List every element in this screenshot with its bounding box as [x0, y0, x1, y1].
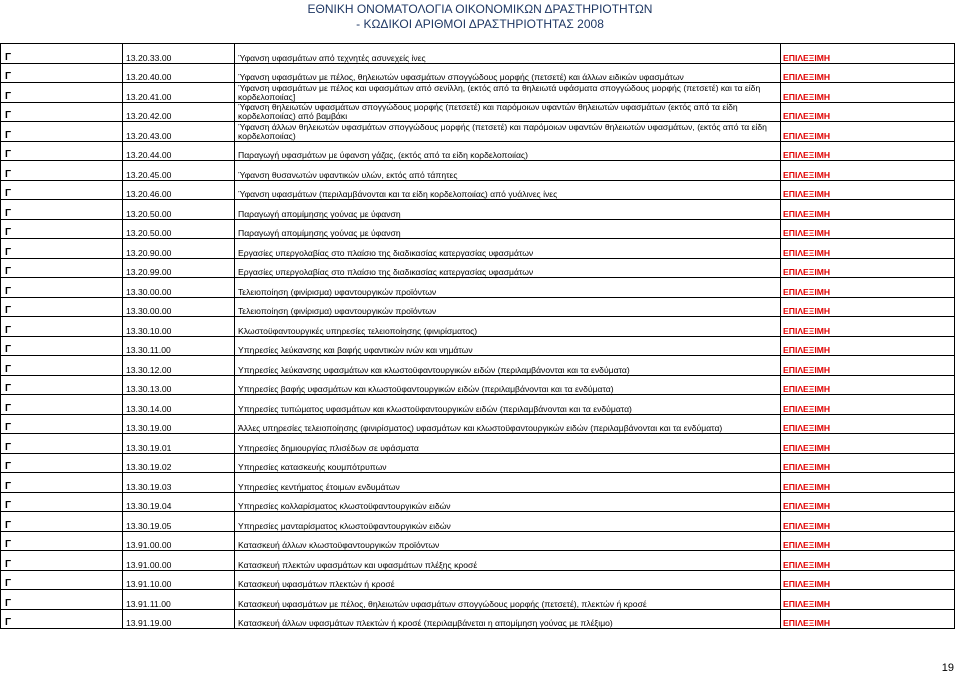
- header-title: ΕΘΝΙΚΗ ΟΝΟΜΑΤΟΛΟΓΙΑ ΟΙΚΟΝΟΜΙΚΩΝ ΔΡΑΣΤΗΡΙΟΤΗΤΩΝ: [307, 2, 653, 16]
- code-cell: 13.30.12.00: [123, 356, 235, 376]
- description-cell: Παραγωγή απομίμησης γούνας με ύφανση: [235, 219, 781, 239]
- status-cell: ΕΠΙΛΕΞΙΜΗ: [781, 258, 955, 278]
- table-row: [1, 395, 955, 415]
- table-row: [1, 317, 955, 337]
- code-cell: 13.20.90.00: [123, 239, 235, 259]
- table-row: [1, 414, 955, 434]
- code-cell: 13.30.19.00: [123, 414, 235, 434]
- status-cell: ΕΠΙΛΕΞΙΜΗ: [781, 63, 955, 83]
- code-cell: 13.20.40.00: [123, 63, 235, 83]
- section-cell: Γ: [1, 297, 123, 317]
- code-cell: 13.30.13.00: [123, 375, 235, 395]
- section-cell: Γ: [1, 512, 123, 532]
- section-cell: Γ: [1, 414, 123, 434]
- section-cell: Γ: [1, 434, 123, 454]
- section-cell: Γ: [1, 317, 123, 337]
- section-cell: Γ: [1, 590, 123, 610]
- section-cell: Γ: [1, 531, 123, 551]
- section-cell: Γ: [1, 258, 123, 278]
- code-cell: 13.20.45.00: [123, 161, 235, 181]
- section-cell: Γ: [1, 609, 123, 629]
- table-row: [1, 492, 955, 512]
- description-cell: Τελειοποίηση (φινίρισμα) υφαντουργικών προϊόντων: [235, 278, 781, 298]
- table-row: [1, 180, 955, 200]
- description-cell: Υπηρεσίες λεύκανσης και βαφής υφαντικών ινών και νημάτων: [235, 336, 781, 356]
- description-cell: Παραγωγή απομίμησης γούνας με ύφανση: [235, 200, 781, 220]
- code-cell: 13.20.33.00: [123, 44, 235, 64]
- header-subtitle: - ΚΩΔΙΚΟΙ ΑΡΙΘΜΟΙ ΔΡΑΣΤΗΡΙΟΤΗΤΑΣ 2008: [356, 17, 604, 31]
- code-cell: 13.30.19.05: [123, 512, 235, 532]
- status-cell: ΕΠΙΛΕΞΙΜΗ: [781, 395, 955, 415]
- table-row: [1, 453, 955, 473]
- table-row: [1, 434, 955, 454]
- status-cell: ΕΠΙΛΕΞΙΜΗ: [781, 434, 955, 454]
- code-cell: 13.20.50.00: [123, 200, 235, 220]
- status-cell: ΕΠΙΛΕΞΙΜΗ: [781, 512, 955, 532]
- section-cell: Γ: [1, 141, 123, 161]
- table-row: [1, 531, 955, 551]
- status-cell: ΕΠΙΛΕΞΙΜΗ: [781, 414, 955, 434]
- code-cell: 13.30.19.03: [123, 473, 235, 493]
- code-cell: 13.20.41.00: [123, 83, 235, 103]
- code-cell: 13.20.43.00: [123, 122, 235, 142]
- code-cell: 13.30.11.00: [123, 336, 235, 356]
- table-row: [1, 200, 955, 220]
- table-row: [1, 83, 955, 103]
- code-cell: 13.30.14.00: [123, 395, 235, 415]
- code-cell: 13.20.46.00: [123, 180, 235, 200]
- status-cell: ΕΠΙΛΕΞΙΜΗ: [781, 141, 955, 161]
- status-cell: ΕΠΙΛΕΞΙΜΗ: [781, 122, 955, 142]
- status-cell: ΕΠΙΛΕΞΙΜΗ: [781, 375, 955, 395]
- code-cell: 13.30.19.04: [123, 492, 235, 512]
- status-cell: ΕΠΙΛΕΞΙΜΗ: [781, 609, 955, 629]
- section-cell: Γ: [1, 492, 123, 512]
- status-cell: ΕΠΙΛΕΞΙΜΗ: [781, 531, 955, 551]
- section-cell: Γ: [1, 122, 123, 142]
- table-row: [1, 161, 955, 181]
- table-row: [1, 609, 955, 629]
- section-cell: Γ: [1, 356, 123, 376]
- table-row: [1, 551, 955, 571]
- section-cell: Γ: [1, 395, 123, 415]
- section-cell: Γ: [1, 278, 123, 298]
- table-row: [1, 590, 955, 610]
- section-cell: Γ: [1, 453, 123, 473]
- section-cell: Γ: [1, 161, 123, 181]
- status-cell: ΕΠΙΛΕΞΙΜΗ: [781, 83, 955, 103]
- section-cell: Γ: [1, 239, 123, 259]
- code-cell: 13.91.00.00: [123, 551, 235, 571]
- code-cell: 13.30.00.00: [123, 297, 235, 317]
- section-cell: Γ: [1, 200, 123, 220]
- status-cell: ΕΠΙΛΕΞΙΜΗ: [781, 180, 955, 200]
- status-cell: ΕΠΙΛΕΞΙΜΗ: [781, 44, 955, 64]
- table-row: [1, 278, 955, 298]
- activity-codes-table: [0, 43, 955, 629]
- description-cell: Τελειοποίηση (φινίρισμα) υφαντουργικών προϊόντων: [235, 297, 781, 317]
- status-cell: ΕΠΙΛΕΞΙΜΗ: [781, 239, 955, 259]
- table-row: [1, 356, 955, 376]
- description-cell: Κατασκευή άλλων κλωστοϋφαντουργικών προϊόντων: [235, 531, 781, 551]
- description-cell: Ύφανση υφασμάτων με πέλος και υφασμάτων από σενίλλη, (εκτός από τα θηλειωτά υφάσματα σπογγώδους μορφής (πετσετέ) και τα είδη κορδελοποιίας]: [235, 83, 781, 103]
- section-cell: Γ: [1, 102, 123, 122]
- code-cell: 13.91.10.00: [123, 570, 235, 590]
- description-cell: Υπηρεσίες κεντήματος έτοιμων ενδυμάτων: [235, 473, 781, 493]
- section-cell: Γ: [1, 336, 123, 356]
- table-row: [1, 219, 955, 239]
- code-cell: 13.20.44.00: [123, 141, 235, 161]
- table-row: [1, 473, 955, 493]
- description-cell: Ύφανση θηλειωτών υφασμάτων σπογγώδους μορφής (πετσετέ) και παρόμοιων υφαντών θηλειωτών υφασμάτων (εκτός από τα είδη κορδελοποιίας) από βαμβάκι: [235, 102, 781, 122]
- code-cell: 13.20.50.00: [123, 219, 235, 239]
- section-cell: Γ: [1, 219, 123, 239]
- description-cell: Εργασίες υπεργολαβίας στο πλαίσιο της διαδικασίας κατεργασίας υφασμάτων: [235, 258, 781, 278]
- code-cell: 13.20.42.00: [123, 102, 235, 122]
- description-cell: Κλωστοϋφαντουργικές υπηρεσίες τελειοποίησης (φινιρίσματος): [235, 317, 781, 337]
- section-cell: Γ: [1, 44, 123, 64]
- description-cell: Ύφανση υφασμάτων από τεχνητές ασυνεχείς ίνες: [235, 44, 781, 64]
- description-cell: Ύφανση άλλων θηλειωτών υφασμάτων σπογγώδους μορφής (πετσετέ) και παρόμοιων υφαντών θηλειωτών υφασμάτων, (εκτός από τα είδη κορδελοποιίας): [235, 122, 781, 142]
- description-cell: Ύφανση θυσανωτών υφαντικών υλών, εκτός από τάπητες: [235, 161, 781, 181]
- description-cell: Υπηρεσίες τυπώματος υφασμάτων και κλωστοϋφαντουργικών ειδών (περιλαμβάνονται και τα ενδύματα): [235, 395, 781, 415]
- description-cell: Ύφανση υφασμάτων με πέλος, θηλειωτών υφασμάτων σπογγώδους μορφής (πετσετέ) και άλλων ειδικών υφασμάτων: [235, 63, 781, 83]
- section-cell: Γ: [1, 63, 123, 83]
- status-cell: ΕΠΙΛΕΞΙΜΗ: [781, 278, 955, 298]
- description-cell: Υπηρεσίες λεύκανσης υφασμάτων και κλωστοϋφαντουργικών ειδών (περιλαμβάνονται και τα ενδύματα): [235, 356, 781, 376]
- table-row: [1, 122, 955, 142]
- description-cell: Εργασίες υπεργολαβίας στο πλαίσιο της διαδικασίας κατεργασίας υφασμάτων: [235, 239, 781, 259]
- description-cell: Υπηρεσίες κατασκευής κουμπότρυπων: [235, 453, 781, 473]
- section-cell: Γ: [1, 551, 123, 571]
- code-cell: 13.30.19.01: [123, 434, 235, 454]
- code-cell: 13.30.10.00: [123, 317, 235, 337]
- status-cell: ΕΠΙΛΕΞΙΜΗ: [781, 492, 955, 512]
- table-row: [1, 336, 955, 356]
- section-cell: Γ: [1, 375, 123, 395]
- code-cell: 13.20.99.00: [123, 258, 235, 278]
- status-cell: ΕΠΙΛΕΞΙΜΗ: [781, 161, 955, 181]
- description-cell: Υπηρεσίες βαφής υφασμάτων και κλωστοϋφαντουργικών ειδών (περιλαμβάνονται και τα ενδύματα): [235, 375, 781, 395]
- table-row: [1, 239, 955, 259]
- description-cell: Άλλες υπηρεσίες τελειοποίησης (φινιρίσματος) υφασμάτων και κλωστοϋφαντουργικών ειδών (περιλαμβάνονται και τα ενδύματα): [235, 414, 781, 434]
- status-cell: ΕΠΙΛΕΞΙΜΗ: [781, 590, 955, 610]
- status-cell: ΕΠΙΛΕΞΙΜΗ: [781, 570, 955, 590]
- section-cell: Γ: [1, 570, 123, 590]
- table-row: [1, 141, 955, 161]
- description-cell: Υπηρεσίες μανταρίσματος κλωστοϋφαντουργικών ειδών: [235, 512, 781, 532]
- table-row: [1, 297, 955, 317]
- code-cell: 13.91.11.00: [123, 590, 235, 610]
- status-cell: ΕΠΙΛΕΞΙΜΗ: [781, 336, 955, 356]
- table-row: [1, 375, 955, 395]
- status-cell: ΕΠΙΛΕΞΙΜΗ: [781, 453, 955, 473]
- description-cell: Κατασκευή άλλων υφασμάτων πλεκτών ή κροσέ (περιλαμβάνεται η απομίμηση γούνας με πλέξιμο): [235, 609, 781, 629]
- status-cell: ΕΠΙΛΕΞΙΜΗ: [781, 356, 955, 376]
- description-cell: Κατασκευή πλεκτών υφασμάτων και υφασμάτων πλέξης κροσέ: [235, 551, 781, 571]
- page-number: 19: [941, 662, 954, 674]
- table-row: [1, 258, 955, 278]
- status-cell: ΕΠΙΛΕΞΙΜΗ: [781, 317, 955, 337]
- code-cell: 13.30.19.02: [123, 453, 235, 473]
- table-row: [1, 44, 955, 64]
- table-row: [1, 512, 955, 532]
- table-row: [1, 63, 955, 83]
- description-cell: Ύφανση υφασμάτων (περιλαμβάνονται και τα είδη κορδελοποιίας) από γυάλινες ίνες: [235, 180, 781, 200]
- description-cell: Υπηρεσίες κολλαρίσματος κλωστοϋφαντουργικών ειδών: [235, 492, 781, 512]
- code-cell: 13.91.19.00: [123, 609, 235, 629]
- description-cell: Παραγωγή υφασμάτων με ύφανση γάζας, (εκτός από τα είδη κορδελοποιίας): [235, 141, 781, 161]
- code-cell: 13.30.00.00: [123, 278, 235, 298]
- status-cell: ΕΠΙΛΕΞΙΜΗ: [781, 473, 955, 493]
- description-cell: Υπηρεσίες δημιουργίας πλισέδων σε υφάσματα: [235, 434, 781, 454]
- table-row: [1, 570, 955, 590]
- description-cell: Κατασκευή υφασμάτων με πέλος, θηλειωτών υφασμάτων σπογγώδους μορφής (πετσετέ), πλεκτών ή κροσέ: [235, 590, 781, 610]
- status-cell: ΕΠΙΛΕΞΙΜΗ: [781, 219, 955, 239]
- table-row: [1, 102, 955, 122]
- section-cell: Γ: [1, 180, 123, 200]
- status-cell: ΕΠΙΛΕΞΙΜΗ: [781, 551, 955, 571]
- section-cell: Γ: [1, 473, 123, 493]
- description-cell: Κατασκευή υφασμάτων πλεκτών ή κροσέ: [235, 570, 781, 590]
- status-cell: ΕΠΙΛΕΞΙΜΗ: [781, 200, 955, 220]
- code-cell: 13.91.00.00: [123, 531, 235, 551]
- section-cell: Γ: [1, 83, 123, 103]
- status-cell: ΕΠΙΛΕΞΙΜΗ: [781, 297, 955, 317]
- status-cell: ΕΠΙΛΕΞΙΜΗ: [781, 102, 955, 122]
